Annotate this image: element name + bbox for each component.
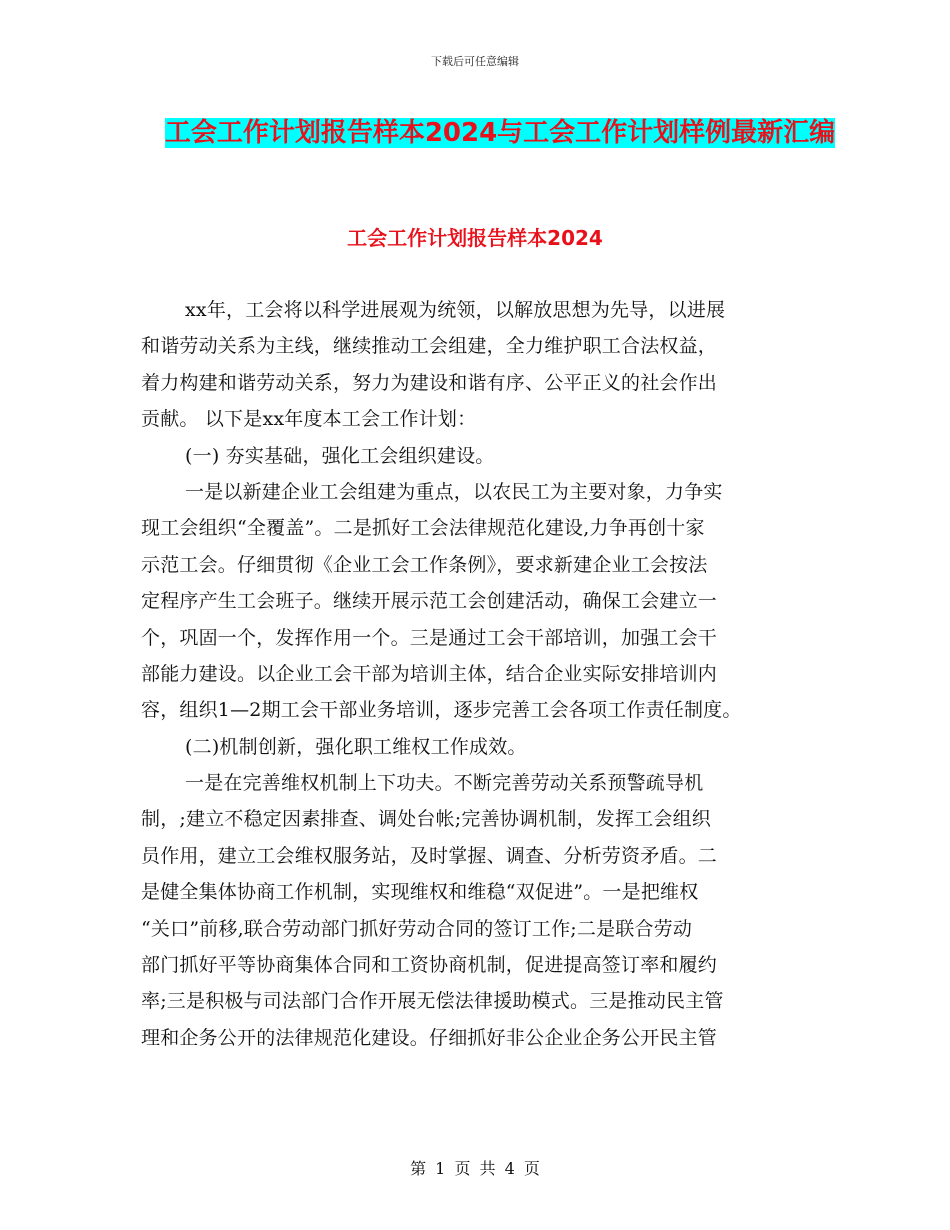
- text-line: xx年，工会将以科学进展观为统领，以解放思想为先导，以进展: [185, 299, 726, 321]
- text-line: 率;三是积极与司法部门合作开展无偿法律援助模式。三是推动民主管: [141, 990, 724, 1013]
- text-line: 和谐劳动关系为主线，继续推动工会组建，全力维护职工合法权益，: [141, 335, 718, 358]
- text-line: 现工会组织“全覆盖”。二是抓好工会法律规范化建设,力争再创十家: [141, 517, 705, 540]
- page-footer: 第 1 页 共 4 页: [410, 1159, 540, 1178]
- section-heading: (二)机制创新，强化职工维权工作成效。: [185, 735, 527, 758]
- text-line: 是健全集体协商工作机制，实现维权和维稳“双促进”。一是把维权: [141, 881, 699, 904]
- text-line: 部能力建设。以企业工会干部为培训主体，结合企业实际安排培训内: [141, 662, 718, 685]
- body-text: [141, 298, 811, 1062]
- text-line: 贡献。 以下是xx年度本工会工作计划：: [141, 408, 477, 431]
- text-line: 部门抓好平等协商集体合同和工资协商机制，促进提高签订率和履约: [141, 954, 718, 977]
- sub-title: 工会工作计划报告样本2024: [347, 226, 603, 250]
- text-line: 制，;建立不稳定因素排查、调处台帐;完善协调机制，发挥工会组织: [141, 808, 712, 831]
- text-line: “关口”前移,联合劳动部门抓好劳动合同的签订工作;二是联合劳动: [141, 917, 693, 940]
- text-line: 定程序产生工会班子。继续开展示范工会创建活动，确保工会建立一: [141, 590, 718, 613]
- main-title-text: 工会工作计划报告样本2024与工会工作计划样例最新汇编: [164, 118, 836, 148]
- text-line: 个，巩固一个，发挥作用一个。三是通过工会干部培训，加强工会干: [141, 626, 718, 649]
- main-title: [140, 111, 860, 155]
- text-line: 着力构建和谐劳动关系，努力为建设和谐有序、公平正义的社会作出: [141, 371, 718, 394]
- text-line: 一是以新建企业工会组建为重点，以农民工为主要对象，力争实: [185, 480, 723, 503]
- text-line: 理和企务公开的法律规范化建设。仔细抓好非公企业企务公开民主管: [141, 1026, 718, 1049]
- text-line: 示范工会。仔细贯彻《企业工会工作条例》，要求新建企业工会按法: [141, 553, 708, 576]
- section-heading: (一) 夯实基础，强化工会组织建设。: [185, 444, 495, 467]
- header-note: 下载后可任意编辑: [431, 55, 519, 68]
- text-line: 一是在完善维权机制上下功夫。不断完善劳动关系预警疏导机: [185, 772, 704, 795]
- text-line: 员作用，建立工会维权服务站，及时掌握、调查、分析劳资矛盾。二: [141, 844, 718, 867]
- text-line: 容，组织1—2期工会干部业务培训，逐步完善工会各项工作责任制度。: [141, 699, 742, 722]
